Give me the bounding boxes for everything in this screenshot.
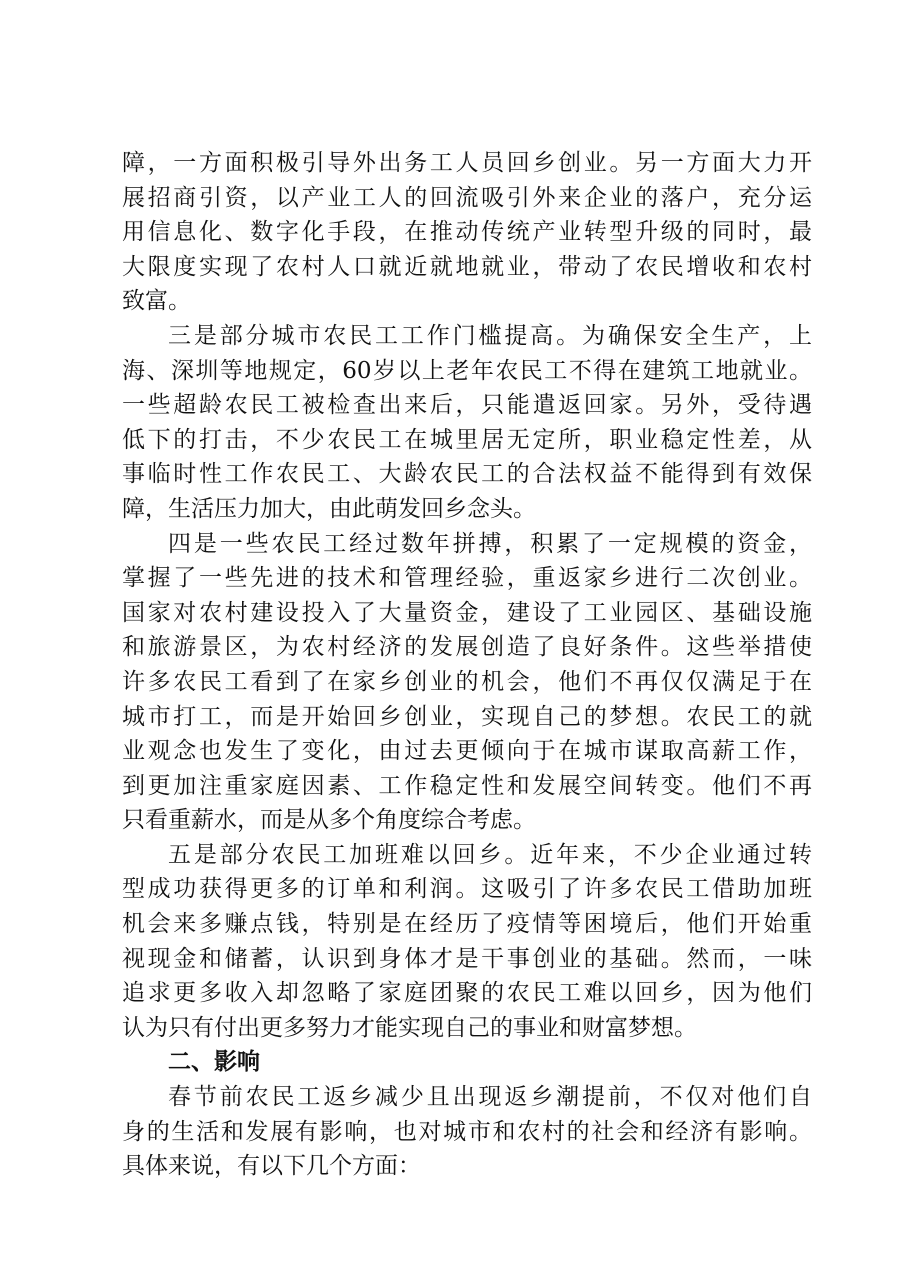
text-line: 四是一些农民工经过数年拼搏，积累了一定规模的资金， [168, 530, 812, 557]
text-line: 具体来说，有以下几个方面： [122, 1153, 421, 1180]
text-line: 许多农民工看到了在家乡创业的机会，他们不再仅仅满足于在 [122, 668, 812, 695]
text-line: 只看重薪水，而是从多个角度综合考虑。 [122, 807, 536, 834]
text-line: 障，生活压力加大，由此萌发回乡念头。 [122, 495, 536, 522]
text-line: 障，一方面积极引导外出务工人员回乡创业。另一方面大力开 [122, 150, 812, 176]
text-line: 致富。 [122, 288, 191, 315]
text-line: 身的生活和发展有影响，也对城市和农村的社会和经济有影响。 [122, 1118, 812, 1145]
text-line: 认为只有付出更多努力才能实现自己的事业和财富梦想。 [122, 1014, 697, 1041]
text-line: 掌握了一些先进的技术和管理经验，重返家乡进行二次创业。 [122, 565, 812, 592]
text-line: 春节前农民工返乡减少且出现返乡潮提前，不仅对他们自 [168, 1084, 812, 1111]
text-line: 到更加注重家庭因素、工作稳定性和发展空间转变。他们不再 [122, 772, 812, 799]
text-line: 型成功获得更多的订单和利润。这吸引了许多农民工借助加班 [122, 876, 812, 903]
text-line: 事临时性工作农民工、大龄农民工的合法权益不能得到有效保 [122, 461, 812, 488]
text-line: 三是部分城市农民工工作门槛提高。为确保安全生产，上 [168, 322, 812, 349]
text-line: 海、深圳等地规定，60岁以上老年农民工不得在建筑工地就业。 [122, 357, 812, 384]
text-line: 机会来多赚点钱，特别是在经历了疫情等困境后，他们开始重 [122, 911, 812, 938]
document-body [122, 146, 812, 1184]
text-line: 低下的打击，不少农民工在城里居无定所，职业稳定性差，从 [122, 426, 812, 453]
text-line: 大限度实现了农村人口就近就地就业，带动了农民增收和农村 [122, 253, 812, 280]
text-line: 一些超龄农民工被检查出来后，只能遣返回家。另外，受待遇 [122, 392, 812, 419]
text-line: 国家对农村建设投入了大量资金，建设了工业园区、基础设施 [122, 599, 812, 626]
text-line: 业观念也发生了变化，由过去更倾向于在城市谋取高薪工作， [122, 738, 812, 765]
text-line: 五是部分农民工加班难以回乡。近年来，不少企业通过转 [168, 841, 812, 868]
section-heading: 二、影响 [168, 1049, 260, 1076]
text-line: 视现金和储蓄，认识到身体才是干事创业的基础。然而，一味 [122, 945, 812, 972]
text-line: 城市打工，而是开始回乡创业，实现自己的梦想。农民工的就 [122, 703, 812, 730]
text-line: 和旅游景区，为农村经济的发展创造了良好条件。这些举措使 [122, 634, 812, 661]
text-line: 追求更多收入却忽略了家庭团聚的农民工难以回乡，因为他们 [122, 980, 812, 1007]
text-line: 展招商引资，以产业工人的回流吸引外来企业的落户，充分运 [122, 184, 812, 211]
text-line: 用信息化、数字化手段，在推动传统产业转型升级的同时，最 [122, 219, 812, 246]
